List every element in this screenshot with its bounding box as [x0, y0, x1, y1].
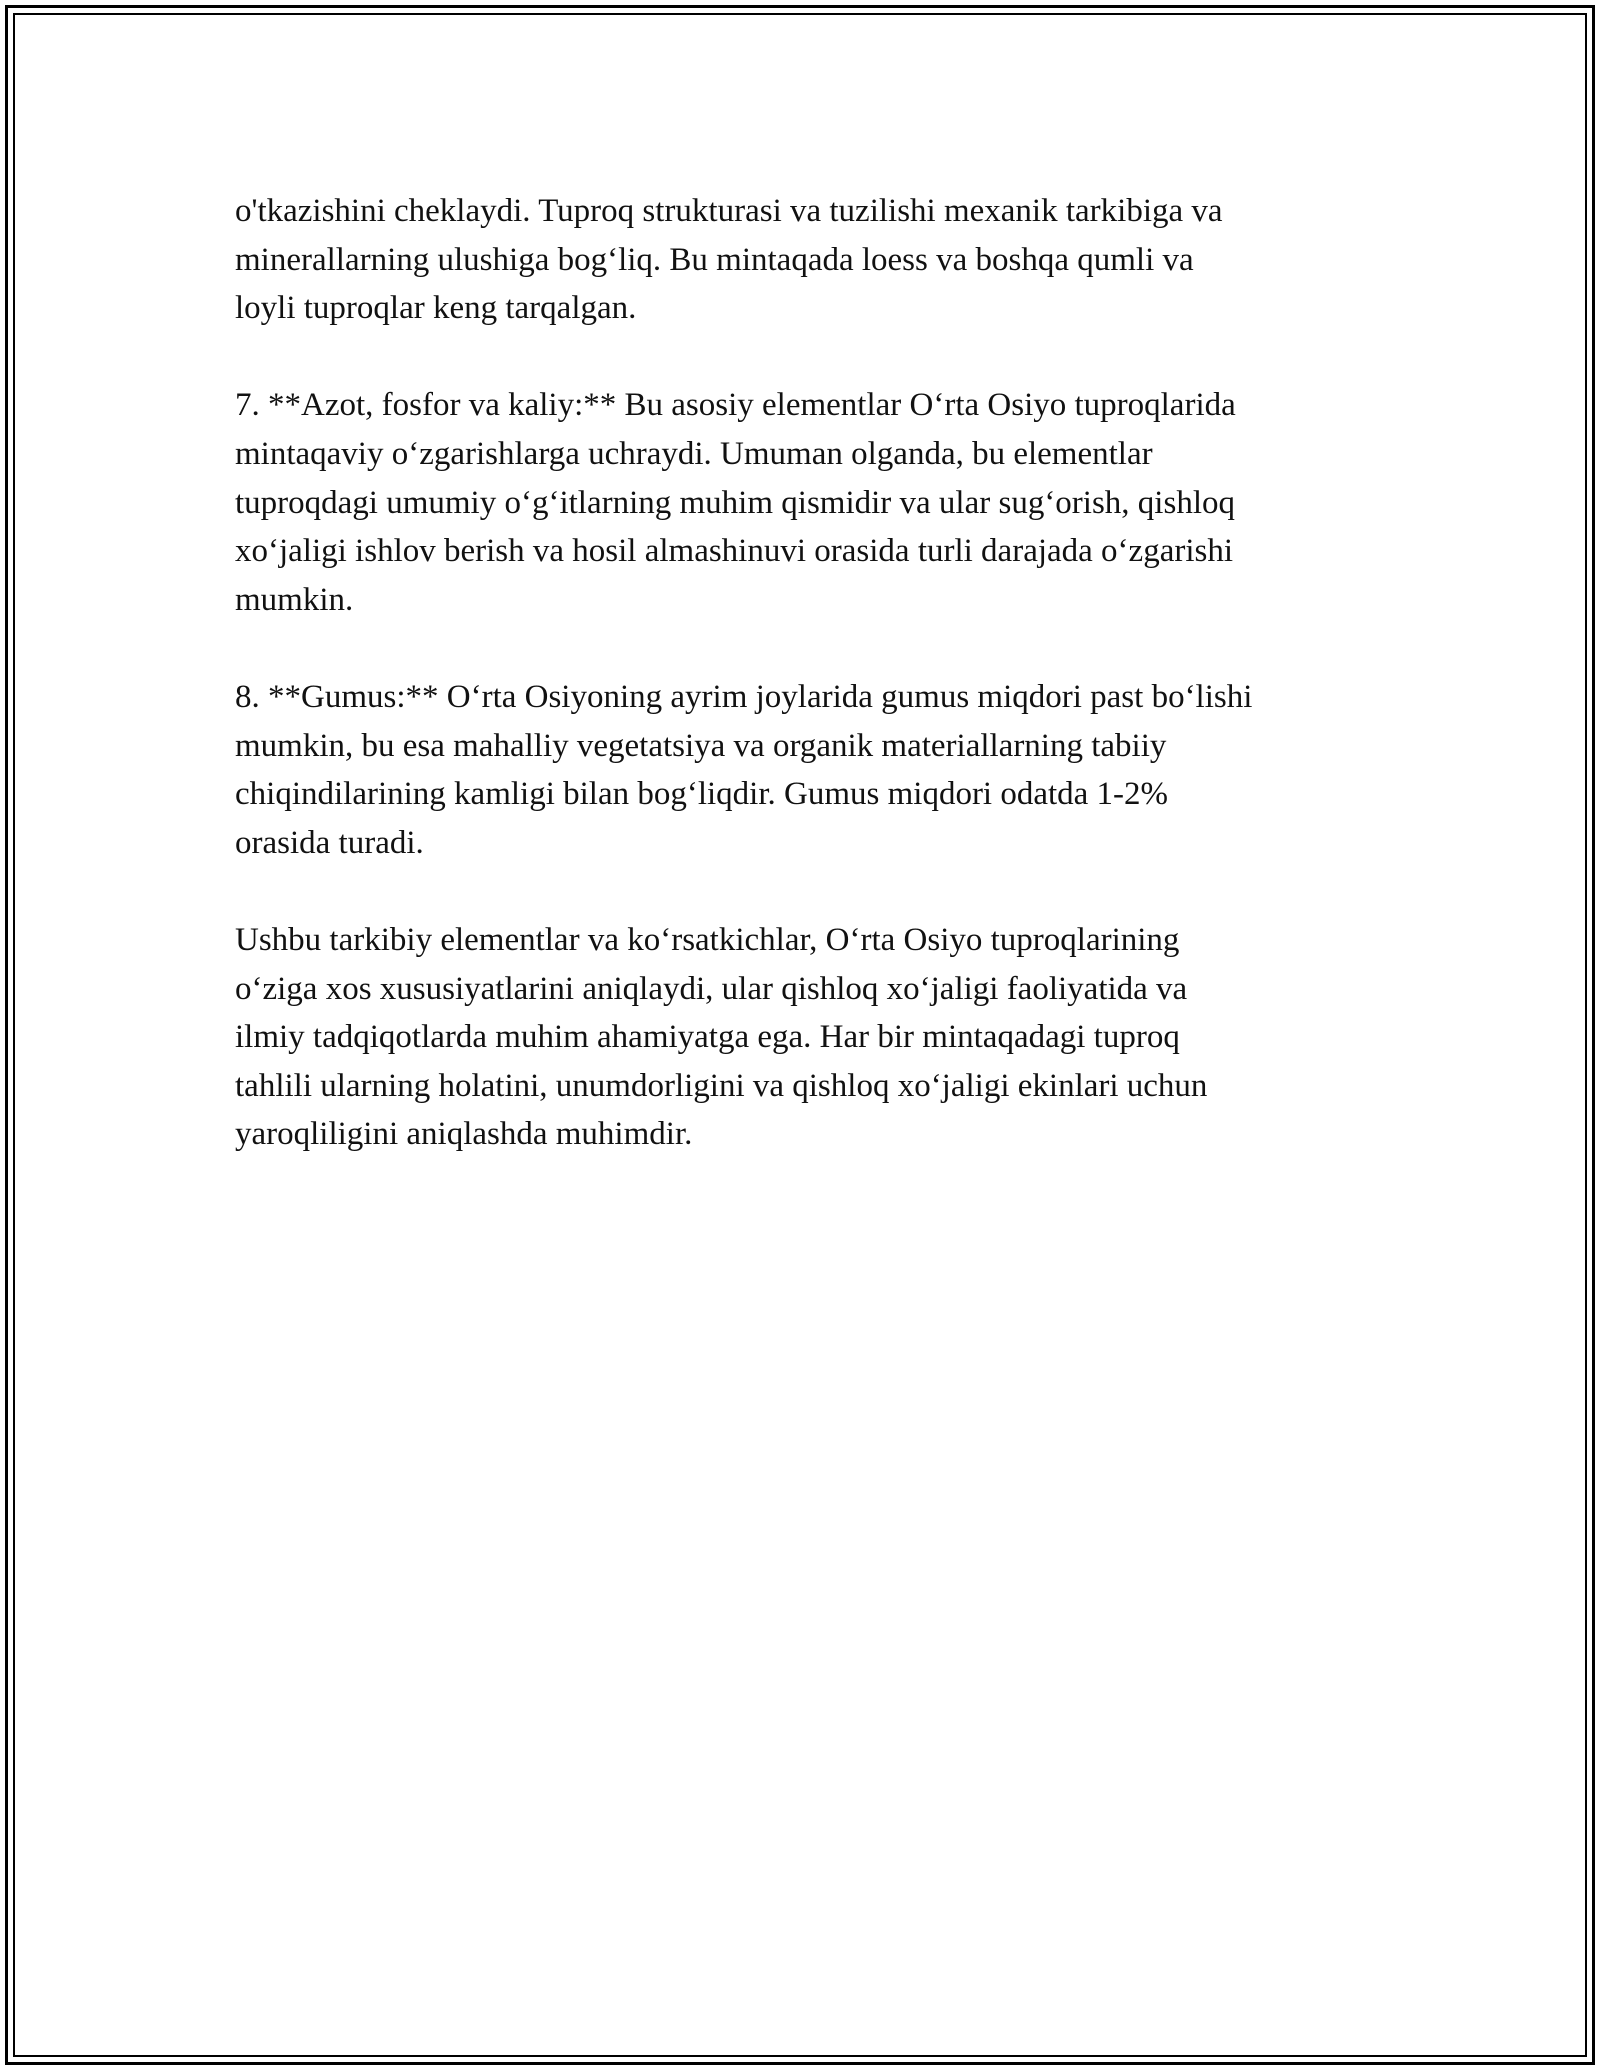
text-line: tuproqdagi umumiy o‘g‘itlarning muhim qismidir va ular sug‘orish, qishloq — [235, 484, 1235, 521]
text-line: o‘ziga xos xususiyatlarini aniqlaydi, ular qishloq xo‘jaligi faoliyatida va — [235, 970, 1188, 1007]
text-line: Ushbu tarkibiy elementlar va ko‘rsatkichlar, O‘rta Osiyo tuproqlarining — [235, 921, 1180, 958]
document-body — [235, 187, 1385, 1207]
text-line: mintaqaviy o‘zgarishlarga uchraydi. Umuman olganda, bu elementlar — [235, 435, 1153, 472]
text-line: tahlili ularning holatini, unumdorligini va qishloq xo‘jaligi ekinlari uchun — [235, 1067, 1208, 1104]
paragraph-conclusion — [235, 916, 1385, 1159]
text-line: chiqindilarining kamligi bilan bog‘liqdir. Gumus miqdori odatda 1-2% — [235, 776, 1169, 813]
text-line: o'tkazishini cheklaydi. Tuproq strukturasi va tuzilishi mexanik tarkibiga va — [235, 193, 1223, 229]
text-line: 8. **Gumus:** O‘rta Osiyoning ayrim joylarida gumus miqdori past bo‘lishi — [235, 678, 1253, 715]
text-line: orasida turadi. — [235, 824, 424, 861]
paragraph-soil-structure — [235, 187, 1385, 333]
paragraph-item-7-npk — [235, 381, 1385, 624]
paragraph-item-8-humus — [235, 673, 1385, 867]
text-line: 7. **Azot, fosfor va kaliy:** Bu asosiy elementlar O‘rta Osiyo tuproqlarida — [235, 387, 1236, 424]
text-line: ilmiy tadqiqotlarda muhim ahamiyatga ega. Har bir mintaqadagi tuproq — [235, 1019, 1180, 1056]
text-line: yaroqliligini aniqlashda muhimdir. — [235, 1116, 693, 1153]
text-line: mumkin, bu esa mahalliy vegetatsiya va organik materiallarning tabiiy — [235, 727, 1167, 764]
text-line: xo‘jaligi ishlov berish va hosil almashinuvi orasida turli darajada o‘zgarishi — [235, 533, 1234, 570]
text-line: loyli tuproqlar keng tarqalgan. — [235, 290, 637, 327]
text-line: minerallarning ulushiga bog‘liq. Bu mintaqada loess va boshqa qumli va — [235, 241, 1194, 278]
text-line: mumkin. — [235, 581, 354, 618]
